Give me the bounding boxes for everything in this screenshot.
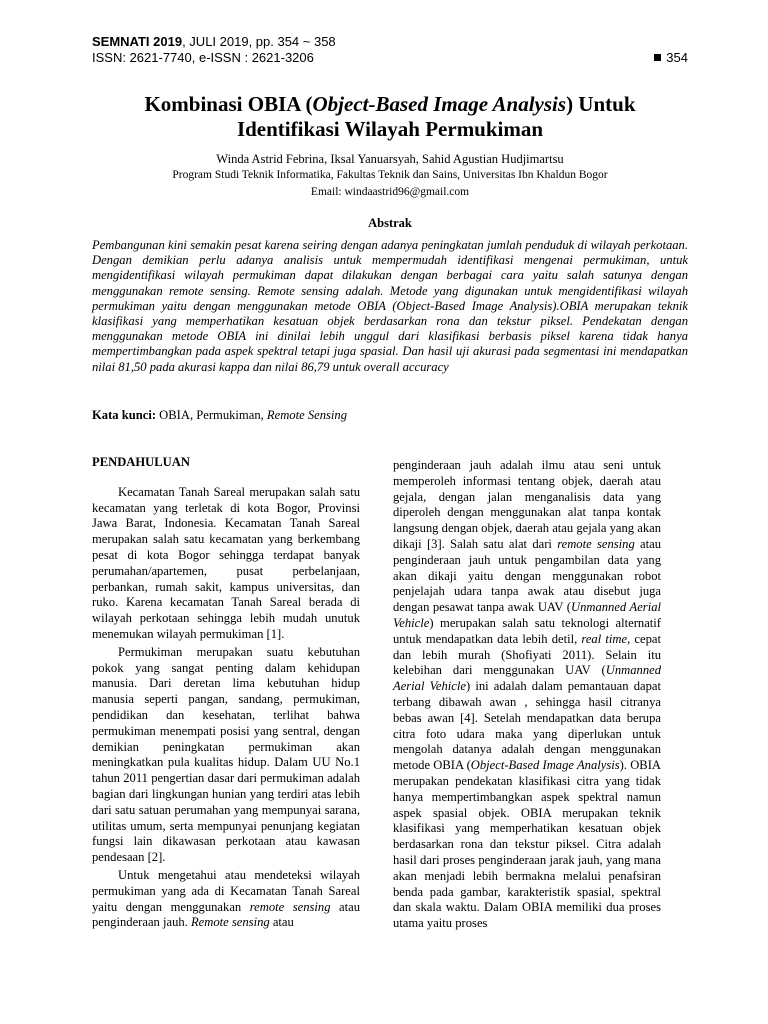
- running-header: [92, 34, 336, 66]
- italic-run: Remote sensing: [190, 915, 270, 930]
- left-column: [92, 455, 360, 933]
- paragraph: Permukiman merupakan suatu kebutuhan pokok yang sangat penting dalam kehidupan manusia. Dari deretan lima kebutuhan hidup manusia seperti pangan, sandang, permukiman, pendidikan dan kesehatan, terlihat bahwa permukiman menempati posisi yang sentral, dengan demikian peningkatan permukiman akan meningkatkan pula kualitas hidup. Dalam UU No.1 tahun 2011 pengertian dasar dari permukiman adalah bagian dari lingkungan hunian yang terdiri atas lebih dari satu satuan perumahan yang mempunyai sarana, utilitas umum, serta mempunyai penunjang kegiatan fungsi lain dikawasan perkotaan atau kawasan pendesaan [2].: [92, 644, 360, 865]
- abstract-body: Pembangunan kini semakin pesat karena seiring dengan adanya peningkatan jumlah penduduk di wilayah perkotaan. Dengan demikian perlu adanya analisis untuk mempermudah identifikasi mengenai permukiman, untuk mengidentifikasi wilayah permukiman dapat dilakukan dengan berbagai cara yaitu salah satunya dengan menggunakan remote sensing. Remote sensing adalah. Metode yang digunakan untuk mengidentifikasi wilayah permukiman yaitu dengan menggunakan metode OBIA (Object-Based Image Analysis).OBIA merupakan teknik klasifikasi yang memperhatikan kesatuan objek berdasarkan rona dan tekstur piksel. Pendekatan dengan menggunakan metode OBIA ini dinilai lebih unggul dari klasifikasi berbasis piksel karena tidak hanya mempertimbangkan pada aspek spektral tetapi juga spasial. Dan hasil uji akurasi pada segmentasi ini mendapatkan nilai 81,50 pada akurasi kappa dan nilai 86,79 untuk overall accuracy: [92, 238, 688, 374]
- author-email: Email: windaastrid96@gmail.com: [310, 186, 470, 198]
- author-list: Winda Astrid Febrina, Iksal Yanuarsyah, Sahid Agustian Hudjimartsu: [216, 152, 564, 166]
- text-run: ). OBIA merupakan pendekatan klasifikasi citra yang tidak hanya mempertimbangkan aspek spektral namun aspek spasial objek. OBIA merupakan teknik klasifikasi yang memperhatikan kesatuan objek berdasarkan rona dan tekstur piksel. Citra adalah hasil dari proses penginderaan jarak jauh, yang mana akan menjadi lebih bermakna melalui penafsiran benda pada gambar, karakteristik spasial, spektral dan skala waktu. Dalam OBIA memiliki dua proses utama yaitu proses: [393, 758, 661, 931]
- issn: ISSN: 2621-7740, e-ISSN : 2621-3206: [92, 50, 314, 65]
- page-number-block: [654, 50, 688, 66]
- journal-details: , JULI 2019, pp. 354 ~ 358: [182, 34, 336, 49]
- keywords-label: Kata kunci:: [92, 408, 157, 422]
- italic-run: Object-Based Image Analysis: [470, 758, 620, 773]
- italic-run: remote sensing: [557, 536, 635, 551]
- page-number: 354: [666, 50, 688, 65]
- right-column: [393, 458, 661, 934]
- title-part: ) Untuk: [566, 92, 636, 116]
- section-heading: PENDAHULUAN: [92, 455, 190, 469]
- paper-title: [92, 92, 688, 142]
- text-run: ) ini adalah dalam pemantauan dapat terbang dibawah awan , sehingga hasil citranya bebas awan [4]. Setelah mendapatkan data berupa citra foto udara maka yang diperlukan untuk mengolah datanya adalah dengan menggunakan metode OBIA (: [393, 679, 661, 773]
- title-line-2: Identifikasi Wilayah Permukiman: [236, 117, 544, 141]
- italic-run: real time: [581, 631, 628, 646]
- paragraph: Kecamatan Tanah Sareal merupakan salah satu kecamatan yang terletak di kota Bogor, Provinsi Jawa Barat, Indonesia. Kecamatan Tanah Sareal merupakan salah satu kecamatan yang berkembang pesat di kota Bogor sehingga terdapat banyak perumahan/apartemen, pusat perbelanjaan, perbankan, rumah sakit, kampus universitas, dan ruko. Karena kecamatan Tanah Sareal berada di wilayah perkotaan sehingga lebih mudah unutuk menemukan wilayah permukiman [1].: [92, 484, 360, 641]
- keywords-values-italic: Remote Sensing: [266, 408, 348, 422]
- title-part: Kombinasi OBIA (: [144, 92, 313, 116]
- italic-run: Unmanned Aerial Vehicle: [393, 600, 661, 630]
- text-run: penginderaan jauh adalah ilmu atau seni untuk memperoleh informasi tentang objek, daerah atau gejala, dengan jalan menganalisis data yang diperoleh dengan menggunakan alat tanpa kontak langsung dengan objek, daerah atau gejala yang akan dikaji [3]. Salah satu alat dari: [393, 458, 661, 551]
- paragraph: [92, 868, 360, 931]
- text-run: , cepat dan lebih murah (Shofiyati 2011). Selain itu kelebihan dari menggunakan UAV (: [393, 631, 661, 678]
- text-run: atau penginderaan jauh.: [92, 899, 360, 930]
- italic-run: Unmanned Aerial Vehicle: [393, 663, 661, 694]
- square-bullet-icon: [654, 54, 661, 61]
- text-run: atau penginderaan jauh untuk pengambilan data yang akan dikaji yaitu dengan menggunakan robot penjelajah udara tanpa awak atau disebut juga dengan pesawat tanpa awak UAV (: [393, 536, 661, 615]
- text-run: ) merupakan salah satu teknologi alternatif untuk mendapatkan data lebih detil,: [393, 615, 661, 646]
- italic-run: remote sensing: [249, 899, 331, 914]
- journal-name: SEMNATI 2019: [92, 34, 183, 49]
- keywords-values: OBIA, Permukiman,: [156, 408, 267, 422]
- text-run: Untuk mengetahui atau mendeteksi wilayah permukiman yang ada di Kecamatan Tanah Sareal yaitu dengan menggunakan: [92, 867, 360, 914]
- affiliation: Program Studi Teknik Informatika, Fakultas Teknik dan Sains, Universitas Ibn Khaldun Bogor: [172, 169, 608, 181]
- keywords: [92, 408, 688, 423]
- abstract-heading: Abstrak: [368, 216, 412, 230]
- paragraph: [393, 458, 661, 932]
- text-run: atau: [269, 915, 294, 930]
- title-italic-part: Object-Based Image Analysis: [312, 92, 567, 116]
